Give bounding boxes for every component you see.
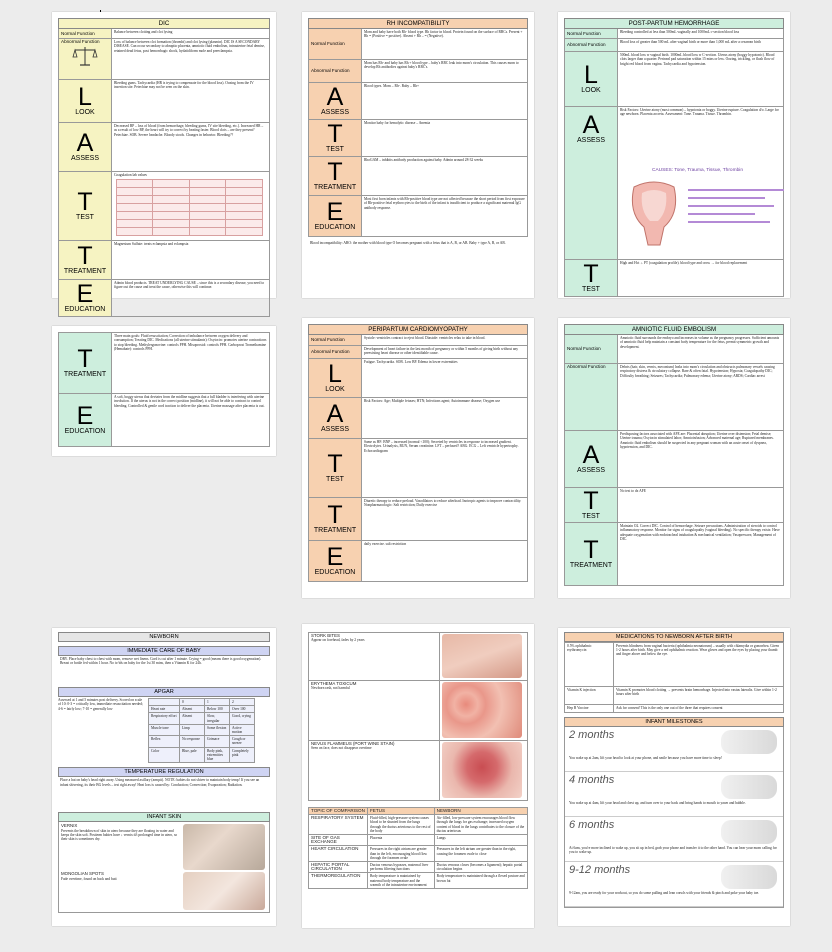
fetus-newborn-comparison: [308, 807, 528, 889]
test-text: High and Hct ↓. PT (coagulation profile). blood type and cross → for blood replacement: [620, 261, 748, 265]
letter-e: E: [76, 280, 94, 308]
assess-label: ASSESS: [320, 109, 349, 116]
apgar-cell: Absent: [180, 713, 205, 724]
test-label: TEST: [582, 513, 600, 520]
erythromycin-text: Prevents blindness from vaginal bacteria (ophthalmia neonatorum) – usually with chlamydia or gonorrhea. Given 1-2 hours after birth. May give a red ophthalmic reaction. Wear gloves and open the eyes by placing your thumb and finger above and below the eye.: [614, 643, 784, 687]
temperature-title: TEMPERATURE REGULATION: [58, 767, 270, 777]
test-text: Coagulation lab values: [114, 173, 147, 177]
apgar-cell: 0: [180, 699, 205, 706]
page-dic-continued: [52, 326, 276, 456]
apgar-cell: Reflex: [149, 736, 180, 747]
normal-text: Amniotic fluid surrounds the embryo and increases in volume as the pregnancy progresses. Sufficient amounts of amniotic fluid help maintain a constant body temperature for the fetus, permit symmetric growth and development.: [620, 336, 780, 349]
milestone-item: [565, 727, 783, 772]
treatment-text: RhoGAM – inhibits antibody production against baby. Admin around 28-32 weeks: [364, 158, 484, 162]
page-newborn: [52, 628, 276, 926]
apgar-cell: Over 100: [230, 706, 255, 713]
stork-text: Appear on forehead, fades by 2 years: [311, 638, 365, 643]
normal-label: Normal Function: [311, 337, 345, 342]
apgar-cell: Body pink, extremities blue: [205, 747, 230, 763]
apgar-cell: Completely pink: [230, 747, 255, 763]
immediate-care-text: DRY. Place baby chest to chest with mom, remove wet linens. Cord is cut after 1 minute. Crying = good (means there is good oxygenation). Breast or bottle fed within 1 hour. No iv/ids on baby for the 1st 30 mins, then a Vitamin K for 24h.: [60, 657, 262, 666]
letter-t2: T: [327, 501, 343, 529]
skin-conditions-table: [308, 632, 528, 801]
apgar-cell: Muscle tone: [149, 724, 180, 735]
apgar-cell: Absent: [180, 706, 205, 713]
milestone-text: At 6am, you're more inclined to wake up, you sit up in bed, grab your phone and transfer it to the other hand. You can hear your mom calling for you to wake up.: [569, 846, 777, 855]
immediate-care-title: IMMEDIATE CARE OF BABY: [58, 646, 270, 656]
normal-label: Normal Function: [61, 30, 95, 36]
normal-text: Bleeding controlled at less than 500mL vaginally and 1000mL c-section blood loss: [620, 30, 740, 34]
apgar-table: [148, 698, 255, 763]
page-title: RH INCOMPATIBILITY: [308, 18, 528, 29]
apgar-row: [149, 706, 255, 713]
uterus-icon: [624, 179, 684, 247]
abnormal-text: Blood loss of greater than 500 mL after vaginal birth or more than 1,000 mL after a cesarean birth: [620, 40, 761, 44]
comparison-cell: Ductus venosus closes (becomes a ligament); hepatic portal circulation begins: [434, 862, 527, 873]
comparison-cell: Body temperature is maintained by maternal body temperature and the warmth of the intrauterine environment: [368, 873, 435, 889]
comparison-cell: HEART CIRCULATION: [309, 846, 368, 862]
causes-label: CAUSES: Tone, Trauma, Tissue, Thrombin: [652, 168, 744, 173]
comparison-row: [309, 862, 528, 873]
page-title: DIC: [58, 18, 270, 29]
comparison-row: [309, 846, 528, 862]
milestone-text: You wake up at 2am, lift your head to look at your phone, and smile because you have more time to sleep!: [569, 756, 722, 760]
page-skin-comparison: [302, 624, 534, 928]
comparison-cell: Ductus venosus bypasses, maternal liver performs filtering functions: [368, 862, 435, 873]
erythema-label: ERYTHEMA TOXICUM: [311, 681, 357, 686]
vernix-photo: [183, 824, 265, 870]
letter-e: E: [76, 402, 94, 430]
abnormal-label: Abnormal Function: [61, 39, 100, 44]
assess-label: ASSESS: [320, 426, 349, 433]
comparison-row: [309, 815, 528, 835]
apgar-row: [149, 713, 255, 724]
education-label: EDUCATION: [314, 569, 356, 576]
comparison-row: [309, 873, 528, 889]
assess-label: ASSESS: [70, 155, 99, 162]
abnormal-text: Mom has Rh- and baby has Rh + blood type – baby's RBC leak into mom's circulation. This causes mom to develop Rh antibodies against baby's RBC's.: [364, 61, 519, 70]
newborn-title: NEWBORN: [58, 632, 270, 642]
milestone-age: 2 months: [569, 729, 615, 741]
baby-sketch-icon: [721, 820, 777, 844]
letter-t2: T: [77, 242, 93, 270]
normal-text: Balance between clotting and clot lysing: [114, 30, 173, 34]
assess-label: ASSESS: [576, 467, 605, 474]
treatment-text: Diuretic therapy to reduce preload. Vasodilators to reduce afterload. Inotropic agents to improve contractility. Nonpharmacologic: Salt restriction; Daily exercise: [364, 499, 522, 508]
abnormal-label: Abnormal Function: [311, 68, 350, 73]
comparison-cell: RESPIRATORY SYSTEM: [309, 815, 368, 835]
apgar-row: [149, 736, 255, 747]
treatment-label: TREATMENT: [313, 184, 357, 191]
page-rh: [302, 12, 534, 298]
apgar-cell: Limp: [180, 724, 205, 735]
mongolian-text: Fade overtime, found on back and butt: [61, 876, 117, 881]
stork-label: STORK BITES: [311, 633, 340, 638]
letter-e: E: [326, 543, 344, 571]
temperature-text: Place a hat on baby's head right away. Using measured axillary (armpit). NOTE: babies do not shiver to maintain body temp! If you see an infant shivering, its their BG levels – test right away! Heat loss is caused by: Conduction; Convection; Evaporation; Radiation.: [60, 778, 260, 787]
nevus-photo: [442, 742, 522, 798]
test-label: TEST: [326, 146, 344, 153]
education-label: EDUCATION: [64, 306, 106, 313]
apgar-cell: Grimace: [205, 736, 230, 747]
comparison-header: FETUS: [368, 808, 435, 815]
abnormal-text: Loss of balance between clot formation (thrombi) and clot lysing (plasmin). DIC IS A SECONDARY DISEASE. Can occur secondary to abruptio placenta, amniotic fluid embolism, intrauterine fetal demise, retained dead fetus, post hemorrhagic shock, hydatidiform mole and preeclampsia.: [114, 40, 265, 53]
apgar-cell: Active motion: [230, 724, 255, 735]
test-text: Monitor baby for hemolytic disease – Anemia: [364, 121, 431, 125]
normal-text: Systole: ventricles contract to eject blood. Diastole: ventricles relax to take in blood.: [364, 336, 486, 340]
milestone-item: [565, 772, 783, 817]
apgar-row: [149, 747, 255, 763]
vitamin-k-text: Vitamin K promotes blood clotting → prevents brain hemorrhage. Injected into vastus lateralis. Give within 1-2 hours after birth: [614, 687, 784, 705]
letter-t: T: [77, 188, 93, 216]
assess-text: Blood types. Mom – Rh-. Baby – Rh+: [364, 84, 420, 88]
look-label: LOOK: [75, 109, 95, 116]
normal-label: Normal Function: [567, 30, 601, 36]
test-label: TEST: [326, 476, 344, 483]
comparison-cell: Lungs: [434, 835, 527, 846]
assess-text: Risk Factors: Age; Multiple fetuses; HTN; Infections agent; Autoimmune disease; Oxygen use: [364, 399, 501, 403]
page-amniotic-fluid-embolism: [558, 318, 790, 598]
treatment-text: Magnesium Sulfate: treats eclampsia and eclampsia: [114, 242, 189, 246]
assess-text: Decreased BP – loss of blood (from hemorrhage, bleeding gums, IV site bleeding, etc.). Increased HR – as a result of low BP, the heart will try to correct by beating faster. Blood clots – are they present? Petechiae. SOB. Severe headache. Bloody stools. Changes in behavior. Bleeding??: [114, 124, 264, 137]
apgar-cell: Cough or sneeze: [230, 736, 255, 747]
comparison-cell: Placenta: [368, 835, 435, 846]
letter-l: L: [78, 83, 92, 111]
comparison-cell: SITE OF GAS EXCHANGE: [309, 835, 368, 846]
assess-text: Predisposing factors associated with AFE are: Placental abruption; Uterine over distension; Fetal demise; Uterine trauma; Oxytocin stimulated labor; Amnioinfusion; Advanced maternal age; Ruptured membranes. Amniotic fluid embolism should be suspected in any pregnant woman with an acute onset of dyspnea, hypotension, and DIC.: [620, 432, 774, 449]
letter-e: E: [326, 198, 344, 226]
look-label: LOOK: [325, 386, 345, 393]
apgar-cell: [149, 699, 180, 706]
abnormal-text: Development of heart failure in the last month of pregnancy or within 5 months of giving birth without any preexisting heart disease or other identifiable cause.: [364, 347, 519, 356]
test-text: Same as HF: BNP – increased (normal <100); Secreted by ventricles in response to increased gradient. Electrolytes. Urinalysis, BUN, Serum creatinine. LFT – perfused? ABG. ECG – Left ventricle hypertrophy. Echocardiogram: [364, 440, 519, 453]
infant-skin-title: INFANT SKIN: [58, 812, 270, 822]
letter-t2: T: [583, 536, 599, 564]
apgar-row: [149, 699, 255, 706]
letter-l: L: [584, 61, 598, 89]
letter-a: A: [76, 129, 94, 157]
apgar-cell: 2: [230, 699, 255, 706]
stork-photo: [442, 634, 522, 678]
abnormal-label: Abnormal Function: [567, 42, 606, 47]
assess-label: ASSESS: [576, 137, 605, 144]
apgar-row: [149, 724, 255, 735]
hep-b-text: Ask for consent! This is the only one out of the three that requires consent: [614, 705, 784, 713]
education-text: Admin blood products. TREAT UNDERLYING CAUSE – since this is a secondary disease, you need to figure out the cause and treat the cause, otherwise this will continue.: [114, 281, 265, 290]
letter-a: A: [326, 83, 344, 111]
apgar-cell: Blue, pale: [180, 747, 205, 763]
comparison-cell: Pressures in the right atrium are greater than in the left, encouraging blood flow through the foramen ovale: [368, 846, 435, 862]
milestone-text: 9-12am, you are ready for your workout, so you do some pulling and lean crawls with your friends & pinch and poke your baby toe.: [569, 891, 760, 895]
letter-l: L: [328, 360, 342, 388]
vernix-text: Prevents the breakdown of skin in utero because they are floating in water and keeps the skin soft. Postterm babies have ↓ vernix d/t prolonged time in utero, so their skin is sometimes dry.: [61, 828, 178, 842]
milestone-text: You wake up at 4am, lift your head and chest up, and turn over to your back and bring hands to mouth to yawn and babble.: [569, 801, 746, 805]
milestone-age: 4 months: [569, 774, 615, 786]
assess-text: Risk Factors: Uterine atony (most common) – hypotonia or boggy. Uterine rupture. Coagulation d/o. Large for age newborn. Placenta accreta. Assessment: Tone. Trauma. Tissue. Thrombin.: [620, 108, 779, 117]
comparison-header: TOPIC OF COMPARISON: [309, 808, 368, 815]
mongolian-photo: [183, 872, 265, 910]
treatment-text: Maintain O2. Correct DIC. Control of hemorrhage. Seizure precautions. Administration of steroids to control inflammatory response. Monitor for signs of coagulopathy (vaginal bleeding). No specific therapy exists: Have adequate oxygenation with endotracheal intubation & mechanical ventilation; Vasopressors; Management of DIC.: [620, 524, 780, 541]
apgar-title: APGAR: [58, 687, 270, 697]
medications-title: MEDICATIONS TO NEWBORN AFTER BIRTH: [564, 632, 784, 642]
education-text: A soft, boggy uterus that deviates from the midline suggests that a full bladder is interfering with uterine involution. If the uterus is not in the correct position (midline), it will not be able to contract to control bleeding. Controlled & gentle cord traction to deliver the placenta. Uterine massage after placenta is out.: [114, 395, 265, 408]
abnormal-label: Abnormal Function: [311, 349, 350, 354]
milestone-age: 9-12 months: [569, 864, 631, 876]
page-peripartum: [302, 318, 534, 598]
letter-t: T: [583, 487, 599, 515]
hep-b-label: Hep B Vaccine: [565, 705, 614, 713]
look-label: LOOK: [581, 87, 601, 94]
test-label: TEST: [582, 286, 600, 293]
vernix-label: VERNIX: [61, 823, 78, 829]
page-title: POST-PARTUM HEMORRHAGE: [564, 18, 784, 29]
milestones-title: INFANT MILESTONES: [564, 717, 784, 727]
education-text: daily exercise. salt restriction: [364, 542, 407, 546]
look-text: Fatigue. Tachycardia. SOB. Low BP. Edema in lower extremities: [364, 360, 458, 364]
apgar-cell: Good, crying: [230, 713, 255, 724]
treatment-label: TREATMENT: [569, 562, 613, 569]
normal-text: Mom and baby have both Rh- blood type. Rh factor in blood. Protein found on the surface of RBCs. Present + Rh = (Positive = positive). Absent + Rh – = (Negative).: [364, 30, 523, 39]
apgar-cell: Color: [149, 747, 180, 763]
apgar-cell: No response: [180, 736, 205, 747]
comparison-row: [309, 835, 528, 846]
apgar-cell: Respiratory effort: [149, 713, 180, 724]
treatment-label: TREATMENT: [63, 268, 107, 275]
letter-t2: T: [77, 345, 93, 373]
apgar-text: Assessed at 1 and 5 minutes post delivery. Scored on scale of 10: 0-3 = critically low, immediate resuscitation needed; 4-6 = fairly low; 7-10 = generally low: [58, 698, 143, 711]
look-text: 500mL blood loss w vaginal birth. 1000mL blood loss w C-section. Uterus atony (boggy hypotonic). Blood clots larger than a quarter. Perineal pad saturation within 15 mins or less. Oozing, trickling, or flush flow of bright red blood from vagina. Tachycardia and hypotension.: [620, 53, 775, 66]
nevus-text: Seen on face, does not disappear overtime: [311, 746, 372, 751]
comparison-header: NEWBORN: [434, 808, 527, 815]
normal-label: Normal Function: [311, 41, 345, 46]
comparison-cell: Air-filled, low-pressure system encourages blood flow through the lungs for gas exchange; increased oxygen content of blood in the lungs contributes to the closure of the ductus arteriosus: [434, 815, 527, 835]
apgar-cell: Heart rate: [149, 706, 180, 713]
page-title: PERIPARTUM CARDIOMYOPATHY: [308, 324, 528, 335]
treatment-text: Three main goals: Fluid resuscitation; Correction of imbalance between oxygen delivery and consumption; Treating DIC. Medications (all uterine stimulants): Oxytocin: promotes uterine contractions to stop bleeding. Methylergonovine: controls PPH. Misoprostol: controls PPH. Carboprost Tromethamine (Hemabate): controls PPH.: [114, 334, 267, 351]
apgar-cell: 1: [205, 699, 230, 706]
comparison-cell: HEPATIC PORTAL CIRCULATION: [309, 862, 368, 873]
nevus-label: NEVUS FLAMMEUS (PORT WINE STAIN): [311, 741, 395, 746]
baby-sketch-icon: [721, 775, 777, 799]
milestone-item: [565, 862, 783, 907]
scales-icon: [72, 45, 98, 67]
milestones-list: [564, 727, 784, 908]
education-label: EDUCATION: [314, 224, 356, 231]
test-label: TEST: [76, 214, 94, 221]
page-pph: [558, 12, 790, 298]
mongolian-label: MONGOLIAN SPOTS: [61, 871, 104, 877]
letter-t: T: [583, 260, 599, 288]
baby-sketch-icon: [721, 730, 777, 754]
comparison-cell: Fluid-filled, high-pressure system causes blood to be shunted from the lungs through the ductus arteriosus to the rest of the body: [368, 815, 435, 835]
letter-t: T: [327, 450, 343, 478]
letter-a: A: [326, 400, 344, 428]
erythema-text: Newborn rash, not harmful: [311, 686, 350, 691]
education-label: EDUCATION: [64, 428, 106, 435]
treatment-label: TREATMENT: [313, 527, 357, 534]
comparison-cell: Pressures in the left atrium are greater than in the right, causing the foramen ovale to close: [434, 846, 527, 862]
apgar-cell: Some flexion: [205, 724, 230, 735]
erythromycin-label: 0.5% ophthalmic erythromycin: [565, 643, 614, 687]
education-text: Most first born infants with Rh-positive blood type are not affected because the short period from first exposure of Rh-positive fetal erythrocytes to the birth of the infant is insufficient to produce a significant maternal IgG antibody response.: [364, 197, 525, 210]
milestone-item: [565, 817, 783, 862]
page-medications-milestones: [558, 628, 790, 926]
letter-a: A: [582, 111, 600, 139]
apgar-cell: Slow, irregular: [205, 713, 230, 724]
apgar-cell: Below 100: [205, 706, 230, 713]
baby-sketch-icon: [721, 865, 777, 889]
blood-incompatibility-note: Blood incompatibility: ABO: the mother with blood type O becomes pregnant with a fetus that is A, B, or AB. Baby + type A, B, or AB.: [310, 241, 506, 245]
abnormal-text: Debris (hair, skin, vernix, meconium) leaks into mom's circulation and obstructs pulmonary vessels causing respiratory distress & circulatory collapse. Rare & often fatal. Hypotension; Hypoxia; Coagulopathy DIC; Difficulty breathing; Seizures; Tachycardia; Pulmonary edema; Uterine atony; ARDS; Cardiac arrest: [620, 365, 775, 378]
comparison-cell: THERMOREGULATION: [309, 873, 368, 889]
letter-a: A: [582, 441, 600, 469]
letter-t: T: [327, 120, 343, 148]
page-title: AMNIOTIC FLUID EMBOLISM: [564, 324, 784, 335]
erythema-photo: [442, 682, 522, 738]
test-text: No test to dx AFE: [620, 489, 646, 493]
milestone-age: 6 months: [569, 819, 615, 831]
comparison-cell: Body temperature is maintained through a flexed posture and brown fat: [434, 873, 527, 889]
treatment-label: TREATMENT: [63, 371, 107, 378]
coagulation-table: [116, 179, 263, 236]
letter-t2: T: [327, 158, 343, 186]
normal-label: Normal Function: [567, 346, 601, 351]
medications-table: [564, 642, 784, 713]
page-dic: [52, 12, 276, 313]
vitamin-k-label: Vitamin K injection: [565, 687, 614, 705]
abnormal-label: Abnormal Function: [567, 364, 606, 369]
causes-diagram: [622, 169, 788, 253]
look-text: Bleeding gums. Tachycardia (HR is trying to compensate for the blood loss). Oozing from the IV insertion site. Petechiae may not be seen on the skin.: [114, 81, 254, 90]
